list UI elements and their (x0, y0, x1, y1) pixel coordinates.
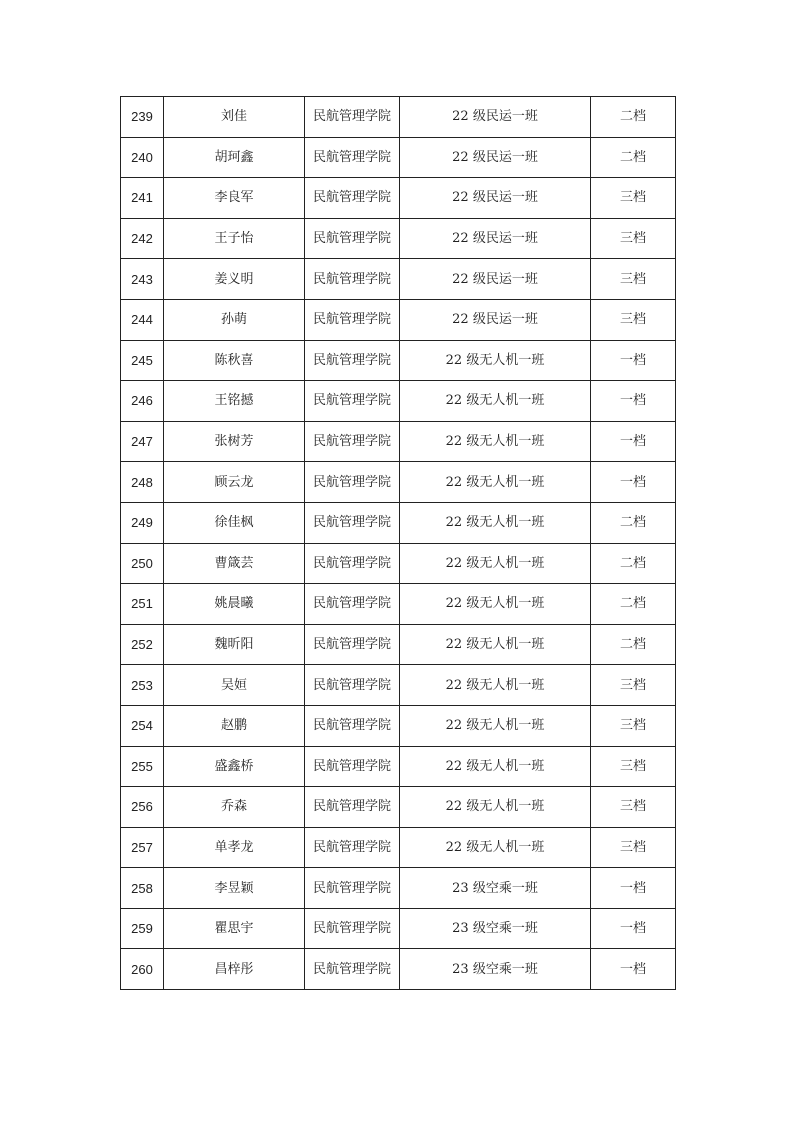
grade-level-cell: 三档 (591, 218, 676, 259)
college-name-cell: 民航管理学院 (305, 949, 400, 990)
student-name-cell: 刘佳 (164, 97, 305, 138)
student-name-cell: 赵鹏 (164, 705, 305, 746)
college-name-cell: 民航管理学院 (305, 746, 400, 787)
college-name-cell: 民航管理学院 (305, 543, 400, 584)
grade-level-cell: 二档 (591, 97, 676, 138)
row-number-cell: 239 (121, 97, 164, 138)
class-name-cell: 22 级无人机一班 (400, 421, 591, 462)
class-name-cell: 22 级无人机一班 (400, 340, 591, 381)
class-name-cell: 23 级空乘一班 (400, 868, 591, 909)
grade-level-cell: 一档 (591, 381, 676, 422)
table-row (121, 218, 676, 259)
grade-level-cell: 二档 (591, 502, 676, 543)
class-name-cell: 22 级无人机一班 (400, 584, 591, 625)
class-name-cell: 22 级民运一班 (400, 137, 591, 178)
row-number-cell: 247 (121, 421, 164, 462)
student-name-cell: 胡珂鑫 (164, 137, 305, 178)
college-name-cell: 民航管理学院 (305, 908, 400, 949)
table-row (121, 340, 676, 381)
table-row (121, 705, 676, 746)
table-row (121, 827, 676, 868)
college-name-cell: 民航管理学院 (305, 624, 400, 665)
student-name-cell: 张树芳 (164, 421, 305, 462)
table-row (121, 543, 676, 584)
college-name-cell: 民航管理学院 (305, 137, 400, 178)
college-name-cell: 民航管理学院 (305, 584, 400, 625)
class-name-cell: 22 级民运一班 (400, 97, 591, 138)
row-number-cell: 246 (121, 381, 164, 422)
student-name-cell: 陈秋喜 (164, 340, 305, 381)
student-table-body (121, 97, 676, 990)
row-number-cell: 241 (121, 178, 164, 219)
row-number-cell: 255 (121, 746, 164, 787)
row-number-cell: 256 (121, 787, 164, 828)
student-name-cell: 王子怡 (164, 218, 305, 259)
class-name-cell: 22 级民运一班 (400, 299, 591, 340)
grade-level-cell: 一档 (591, 462, 676, 503)
class-name-cell: 22 级无人机一班 (400, 827, 591, 868)
table-row (121, 746, 676, 787)
college-name-cell: 民航管理学院 (305, 381, 400, 422)
table-row (121, 462, 676, 503)
grade-level-cell: 二档 (591, 543, 676, 584)
college-name-cell: 民航管理学院 (305, 868, 400, 909)
college-name-cell: 民航管理学院 (305, 665, 400, 706)
college-name-cell: 民航管理学院 (305, 787, 400, 828)
table-row (121, 259, 676, 300)
row-number-cell: 250 (121, 543, 164, 584)
class-name-cell: 22 级无人机一班 (400, 624, 591, 665)
grade-level-cell: 二档 (591, 137, 676, 178)
college-name-cell: 民航管理学院 (305, 259, 400, 300)
student-name-cell: 李昱颖 (164, 868, 305, 909)
class-name-cell: 22 级无人机一班 (400, 381, 591, 422)
table-row (121, 868, 676, 909)
student-name-cell: 魏昕阳 (164, 624, 305, 665)
row-number-cell: 248 (121, 462, 164, 503)
row-number-cell: 240 (121, 137, 164, 178)
student-name-cell: 王铭撼 (164, 381, 305, 422)
college-name-cell: 民航管理学院 (305, 178, 400, 219)
grade-level-cell: 三档 (591, 787, 676, 828)
row-number-cell: 254 (121, 705, 164, 746)
college-name-cell: 民航管理学院 (305, 705, 400, 746)
table-row (121, 908, 676, 949)
table-row (121, 624, 676, 665)
class-name-cell: 22 级无人机一班 (400, 543, 591, 584)
class-name-cell: 22 级民运一班 (400, 178, 591, 219)
table-row (121, 584, 676, 625)
college-name-cell: 民航管理学院 (305, 502, 400, 543)
student-name-cell: 顾云龙 (164, 462, 305, 503)
row-number-cell: 243 (121, 259, 164, 300)
row-number-cell: 252 (121, 624, 164, 665)
college-name-cell: 民航管理学院 (305, 421, 400, 462)
row-number-cell: 244 (121, 299, 164, 340)
class-name-cell: 22 级无人机一班 (400, 787, 591, 828)
table-row (121, 665, 676, 706)
college-name-cell: 民航管理学院 (305, 218, 400, 259)
class-name-cell: 23 级空乘一班 (400, 908, 591, 949)
student-name-cell: 李良军 (164, 178, 305, 219)
student-name-cell: 姜义明 (164, 259, 305, 300)
row-number-cell: 245 (121, 340, 164, 381)
grade-level-cell: 三档 (591, 299, 676, 340)
row-number-cell: 260 (121, 949, 164, 990)
row-number-cell: 258 (121, 868, 164, 909)
grade-level-cell: 三档 (591, 259, 676, 300)
row-number-cell: 253 (121, 665, 164, 706)
student-name-cell: 姚晨曦 (164, 584, 305, 625)
row-number-cell: 242 (121, 218, 164, 259)
student-name-cell: 曹箴芸 (164, 543, 305, 584)
table-row (121, 502, 676, 543)
class-name-cell: 22 级无人机一班 (400, 502, 591, 543)
grade-level-cell: 一档 (591, 340, 676, 381)
table-row (121, 381, 676, 422)
row-number-cell: 257 (121, 827, 164, 868)
table-row (121, 787, 676, 828)
table-row (121, 949, 676, 990)
grade-level-cell: 三档 (591, 827, 676, 868)
college-name-cell: 民航管理学院 (305, 97, 400, 138)
college-name-cell: 民航管理学院 (305, 299, 400, 340)
table-row (121, 137, 676, 178)
class-name-cell: 22 级无人机一班 (400, 665, 591, 706)
class-name-cell: 22 级无人机一班 (400, 705, 591, 746)
class-name-cell: 22 级无人机一班 (400, 462, 591, 503)
grade-level-cell: 三档 (591, 705, 676, 746)
table-row (121, 421, 676, 462)
grade-level-cell: 三档 (591, 178, 676, 219)
student-name-cell: 孙萌 (164, 299, 305, 340)
college-name-cell: 民航管理学院 (305, 827, 400, 868)
grade-level-cell: 二档 (591, 624, 676, 665)
table-row (121, 299, 676, 340)
college-name-cell: 民航管理学院 (305, 340, 400, 381)
student-name-cell: 昌梓彤 (164, 949, 305, 990)
row-number-cell: 249 (121, 502, 164, 543)
student-table (120, 96, 676, 990)
class-name-cell: 22 级民运一班 (400, 259, 591, 300)
student-name-cell: 单孝龙 (164, 827, 305, 868)
student-name-cell: 盛鑫桥 (164, 746, 305, 787)
grade-level-cell: 三档 (591, 746, 676, 787)
grade-level-cell: 一档 (591, 949, 676, 990)
row-number-cell: 251 (121, 584, 164, 625)
row-number-cell: 259 (121, 908, 164, 949)
table-row (121, 97, 676, 138)
student-name-cell: 瞿思宇 (164, 908, 305, 949)
grade-level-cell: 一档 (591, 908, 676, 949)
grade-level-cell: 一档 (591, 868, 676, 909)
student-name-cell: 徐佳枫 (164, 502, 305, 543)
table-row (121, 178, 676, 219)
college-name-cell: 民航管理学院 (305, 462, 400, 503)
student-name-cell: 乔森 (164, 787, 305, 828)
class-name-cell: 23 级空乘一班 (400, 949, 591, 990)
student-name-cell: 吴姮 (164, 665, 305, 706)
grade-level-cell: 一档 (591, 421, 676, 462)
grade-level-cell: 二档 (591, 584, 676, 625)
grade-level-cell: 三档 (591, 665, 676, 706)
class-name-cell: 22 级民运一班 (400, 218, 591, 259)
class-name-cell: 22 级无人机一班 (400, 746, 591, 787)
